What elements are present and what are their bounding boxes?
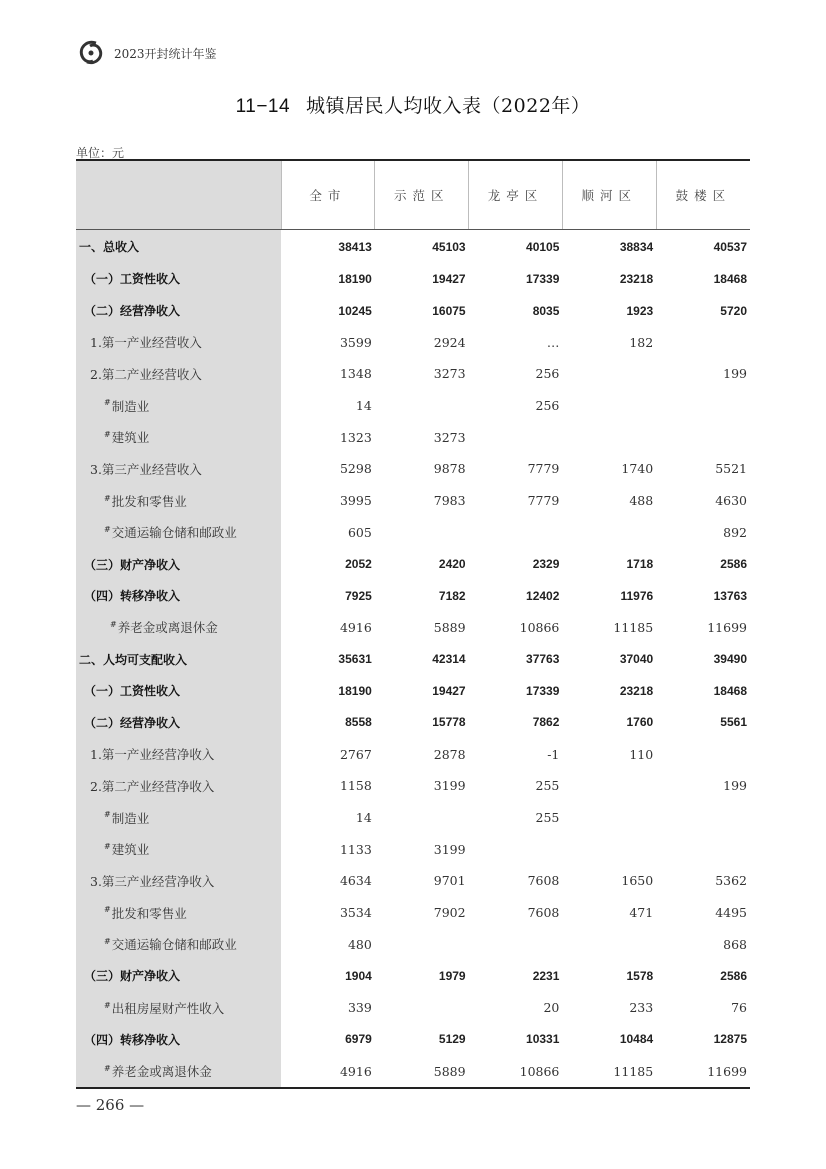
row-label xyxy=(76,802,281,834)
row-label-text: （一）工资性收入 xyxy=(84,684,181,699)
row-label-text: 制造业 xyxy=(111,398,150,414)
value-cell: 40537 xyxy=(713,239,747,254)
value-cell: 892 xyxy=(723,524,747,540)
row-label-text: 一、总收入 xyxy=(79,240,140,254)
value-cell: 23218 xyxy=(619,683,654,698)
column-header: 龙亭区 xyxy=(469,161,563,230)
value-cell: 868 xyxy=(723,936,747,952)
value-cell: 2231 xyxy=(532,968,560,983)
value-cell: 1650 xyxy=(621,873,654,889)
value-cell xyxy=(562,390,656,422)
value-cell: 11976 xyxy=(620,588,654,603)
value-cell: 9878 xyxy=(433,461,466,477)
value-cell: 14 xyxy=(355,398,372,414)
row-label-text: 2.第二产业经营净收入 xyxy=(90,778,215,794)
value-cell: 255 xyxy=(535,778,560,794)
value-cell: 1158 xyxy=(339,778,372,794)
table-row xyxy=(76,738,750,770)
value-cell: 5362 xyxy=(715,873,747,889)
value-cell: 488 xyxy=(629,493,654,509)
row-label xyxy=(76,960,281,992)
value-cell: 3534 xyxy=(339,905,372,921)
row-label xyxy=(76,326,281,358)
value-cell: 3199 xyxy=(433,841,466,857)
table-body xyxy=(76,230,750,1088)
income-table-container xyxy=(76,159,750,1089)
table-row xyxy=(76,833,750,865)
value-cell: 35631 xyxy=(338,652,372,667)
value-cell: 339 xyxy=(347,1000,372,1016)
subitem-mark: # xyxy=(104,493,111,503)
value-cell: 4916 xyxy=(339,619,372,635)
value-cell xyxy=(656,802,750,834)
value-cell: 10484 xyxy=(619,1032,654,1047)
value-cell: 199 xyxy=(723,778,747,794)
value-cell: 17339 xyxy=(526,683,560,698)
subitem-mark: # xyxy=(110,620,117,630)
subitem-mark: # xyxy=(104,525,111,535)
value-cell: 5889 xyxy=(375,1055,469,1088)
value-cell xyxy=(656,326,750,358)
value-cell: 5521 xyxy=(715,461,747,477)
row-label xyxy=(76,453,281,485)
value-cell: 11185 xyxy=(562,1055,656,1088)
value-cell: 18468 xyxy=(713,683,747,698)
table-row xyxy=(76,1055,750,1088)
value-cell: 4630 xyxy=(715,493,747,509)
value-cell: 7925 xyxy=(345,588,372,603)
table-code: 11−14 xyxy=(235,96,291,117)
row-label xyxy=(76,1055,281,1088)
book-title: 2023开封统计年鉴 xyxy=(114,46,217,61)
value-cell: 2329 xyxy=(532,557,560,572)
value-cell: 1904 xyxy=(345,968,372,983)
value-cell: 11699 xyxy=(656,1055,750,1088)
row-label-text: 批发和零售业 xyxy=(111,905,187,921)
value-cell: 7608 xyxy=(527,905,560,921)
row-label-text: （四）转移净收入 xyxy=(84,589,181,604)
value-cell xyxy=(469,928,563,960)
value-cell xyxy=(469,833,563,865)
table-row xyxy=(76,643,750,675)
subitem-mark: # xyxy=(104,810,111,820)
table-row xyxy=(76,548,750,580)
row-label xyxy=(76,897,281,929)
value-cell: 256 xyxy=(535,398,560,414)
value-cell: 2878 xyxy=(433,746,466,762)
row-label-text: 建筑业 xyxy=(111,430,150,446)
value-cell: 1760 xyxy=(626,715,654,730)
table-header-row xyxy=(76,161,750,230)
value-cell xyxy=(469,517,563,549)
row-label xyxy=(76,992,281,1024)
value-cell: 7779 xyxy=(527,461,560,477)
table-row xyxy=(76,960,750,992)
row-label-text: 二、人均可支配收入 xyxy=(79,652,188,667)
table-row xyxy=(76,421,750,453)
value-cell: 1740 xyxy=(621,461,654,477)
value-cell: 182 xyxy=(629,334,654,350)
subitem-mark: # xyxy=(104,430,111,440)
table-row xyxy=(76,992,750,1024)
row-label xyxy=(76,928,281,960)
table-row xyxy=(76,358,750,390)
table-row xyxy=(76,390,750,422)
value-cell: 37040 xyxy=(619,652,654,667)
header-blank-cell xyxy=(76,161,281,230)
value-cell: 15778 xyxy=(432,715,466,730)
value-cell xyxy=(562,802,656,834)
row-label xyxy=(76,833,281,865)
income-table xyxy=(76,159,750,1089)
column-header: 示范区 xyxy=(375,161,469,230)
value-cell: 40105 xyxy=(526,239,560,254)
value-cell: 18190 xyxy=(338,683,372,698)
value-cell: 233 xyxy=(629,1000,654,1016)
table-row xyxy=(76,485,750,517)
row-label-text: 1.第一产业经营净收入 xyxy=(90,747,215,763)
row-label xyxy=(76,612,281,644)
value-cell xyxy=(375,928,469,960)
value-cell: 11699 xyxy=(707,619,747,635)
row-label xyxy=(76,675,281,707)
table-row xyxy=(76,675,750,707)
row-label xyxy=(76,865,281,897)
row-label-text: （三）财产净收入 xyxy=(84,557,181,572)
value-cell: 38834 xyxy=(619,239,654,254)
row-label-text: 养老金或离退休金 xyxy=(117,620,218,636)
value-cell: 4495 xyxy=(715,905,747,921)
value-cell: 19427 xyxy=(432,271,466,286)
value-cell: 45103 xyxy=(432,239,466,254)
value-cell: 2586 xyxy=(720,557,747,572)
row-label-text: （二）经营净收入 xyxy=(84,715,181,730)
yearbook-logo-icon xyxy=(76,38,106,68)
row-label xyxy=(76,770,281,802)
value-cell: 1718 xyxy=(626,557,654,572)
value-cell xyxy=(562,770,656,802)
subitem-mark: # xyxy=(104,398,111,408)
value-cell: 1979 xyxy=(438,968,466,983)
table-row xyxy=(76,517,750,549)
row-label-text: 3.第三产业经营净收入 xyxy=(90,873,215,889)
value-cell: 2052 xyxy=(345,557,372,572)
value-cell: 5298 xyxy=(339,461,372,477)
subitem-mark: # xyxy=(104,1000,111,1010)
subitem-mark: # xyxy=(104,905,111,915)
column-header: 全市 xyxy=(281,161,375,230)
row-label xyxy=(76,1024,281,1056)
value-cell: 6979 xyxy=(345,1032,372,1047)
value-cell: 2420 xyxy=(438,557,466,572)
value-cell: 1133 xyxy=(339,841,372,857)
value-cell: 5561 xyxy=(720,715,747,730)
column-header: 顺河区 xyxy=(562,161,656,230)
table-row xyxy=(76,802,750,834)
row-label xyxy=(76,548,281,580)
value-cell xyxy=(375,992,469,1024)
row-label-text: 2.第二产业经营收入 xyxy=(90,366,202,382)
value-cell: -1 xyxy=(547,746,560,762)
value-cell: 7862 xyxy=(532,715,560,730)
row-label xyxy=(76,390,281,422)
value-cell: 3199 xyxy=(433,778,466,794)
value-cell: 110 xyxy=(629,746,654,762)
table-row xyxy=(76,770,750,802)
row-label-text: （三）财产净收入 xyxy=(84,969,181,984)
value-cell: 1348 xyxy=(339,366,372,382)
value-cell xyxy=(656,738,750,770)
value-cell xyxy=(562,928,656,960)
row-label-text: 制造业 xyxy=(111,810,150,826)
value-cell xyxy=(656,833,750,865)
table-row xyxy=(76,580,750,612)
row-label-text: 养老金或离退休金 xyxy=(111,1064,212,1080)
row-label-text: 建筑业 xyxy=(111,842,150,858)
value-cell: 3599 xyxy=(339,334,372,350)
value-cell xyxy=(562,833,656,865)
value-cell: 3273 xyxy=(433,366,466,382)
row-label-text: 批发和零售业 xyxy=(111,493,187,509)
table-row xyxy=(76,263,750,295)
value-cell xyxy=(375,802,469,834)
value-cell: 18468 xyxy=(713,271,747,286)
row-label xyxy=(76,738,281,770)
row-label-text: （四）转移净收入 xyxy=(84,1032,181,1047)
value-cell: 37763 xyxy=(526,652,560,667)
value-cell: 1923 xyxy=(626,303,654,318)
value-cell: 17339 xyxy=(526,271,560,286)
row-label xyxy=(76,485,281,517)
value-cell xyxy=(562,517,656,549)
table-row xyxy=(76,326,750,358)
value-cell: … xyxy=(546,334,560,350)
table-title-text: 城镇居民人均收入表（2022年） xyxy=(306,95,591,117)
table-title xyxy=(0,91,826,118)
value-cell xyxy=(375,517,469,549)
value-cell: 5889 xyxy=(433,619,466,635)
value-cell: 76 xyxy=(731,1000,747,1016)
value-cell: 1323 xyxy=(339,429,372,445)
table-row xyxy=(76,707,750,739)
value-cell: 13763 xyxy=(713,588,747,603)
value-cell: 480 xyxy=(347,936,372,952)
value-cell: 7608 xyxy=(527,873,560,889)
value-cell: 18190 xyxy=(338,271,372,286)
value-cell: 42314 xyxy=(432,652,466,667)
value-cell: 39490 xyxy=(713,652,747,667)
row-label xyxy=(76,230,281,264)
value-cell: 8558 xyxy=(345,715,372,730)
row-label xyxy=(76,263,281,295)
value-cell xyxy=(375,390,469,422)
value-cell: 7779 xyxy=(527,493,560,509)
table-row xyxy=(76,612,750,644)
value-cell: 11185 xyxy=(613,619,654,635)
column-header: 鼓楼区 xyxy=(656,161,750,230)
table-row xyxy=(76,928,750,960)
page-number: — 266 — xyxy=(76,1096,145,1114)
page-header xyxy=(76,38,217,68)
value-cell: 5129 xyxy=(438,1032,466,1047)
value-cell: 4916 xyxy=(281,1055,375,1088)
value-cell: 23218 xyxy=(619,271,654,286)
value-cell: 38413 xyxy=(338,239,372,254)
value-cell xyxy=(469,421,563,453)
row-label xyxy=(76,707,281,739)
value-cell: 471 xyxy=(629,905,654,921)
value-cell: 8035 xyxy=(532,303,560,318)
value-cell: 2586 xyxy=(720,968,747,983)
value-cell: 7983 xyxy=(433,493,466,509)
value-cell: 16075 xyxy=(432,303,466,318)
subitem-mark: # xyxy=(104,842,111,852)
table-row xyxy=(76,453,750,485)
value-cell: 10331 xyxy=(526,1032,560,1047)
table-row xyxy=(76,897,750,929)
value-cell: 2767 xyxy=(339,746,372,762)
value-cell: 12402 xyxy=(526,588,560,603)
value-cell xyxy=(656,421,750,453)
table-row xyxy=(76,865,750,897)
value-cell: 7902 xyxy=(433,905,466,921)
value-cell: 10245 xyxy=(338,303,372,318)
row-label xyxy=(76,643,281,675)
value-cell: 19427 xyxy=(432,683,466,698)
value-cell: 12875 xyxy=(713,1032,747,1047)
row-label xyxy=(76,517,281,549)
row-label xyxy=(76,421,281,453)
value-cell: 605 xyxy=(347,524,372,540)
value-cell: 256 xyxy=(535,366,560,382)
table-row xyxy=(76,295,750,327)
value-cell: 7182 xyxy=(438,588,466,603)
subitem-mark: # xyxy=(104,937,111,947)
table-row xyxy=(76,1024,750,1056)
row-label-text: 1.第一产业经营收入 xyxy=(90,335,202,351)
value-cell: 5720 xyxy=(720,303,747,318)
value-cell xyxy=(562,421,656,453)
value-cell: 10866 xyxy=(519,619,560,635)
value-cell xyxy=(562,358,656,390)
value-cell: 14 xyxy=(355,810,372,826)
value-cell: 1578 xyxy=(626,968,654,983)
unit-label: 单位：元 xyxy=(76,146,125,160)
value-cell: 20 xyxy=(543,1000,560,1016)
row-label-text: 出租房屋财产性收入 xyxy=(111,1000,225,1016)
value-cell: 10866 xyxy=(469,1055,563,1088)
value-cell: 3995 xyxy=(339,493,372,509)
row-label xyxy=(76,295,281,327)
value-cell: 2924 xyxy=(433,334,466,350)
value-cell: 255 xyxy=(535,810,560,826)
value-cell xyxy=(656,390,750,422)
row-label-text: 交通运输仓储和邮政业 xyxy=(111,525,237,541)
row-label-text: 交通运输仓储和邮政业 xyxy=(111,937,237,953)
value-cell: 4634 xyxy=(339,873,372,889)
row-label-text: 3.第三产业经营收入 xyxy=(90,461,202,477)
row-label xyxy=(76,358,281,390)
table-row xyxy=(76,230,750,264)
row-label xyxy=(76,580,281,612)
row-label-text: （一）工资性收入 xyxy=(84,272,181,287)
row-label-text: （二）经营净收入 xyxy=(84,304,181,319)
value-cell: 199 xyxy=(723,366,747,382)
subitem-mark: # xyxy=(104,1063,111,1073)
value-cell: 3273 xyxy=(433,429,466,445)
value-cell: 9701 xyxy=(433,873,466,889)
